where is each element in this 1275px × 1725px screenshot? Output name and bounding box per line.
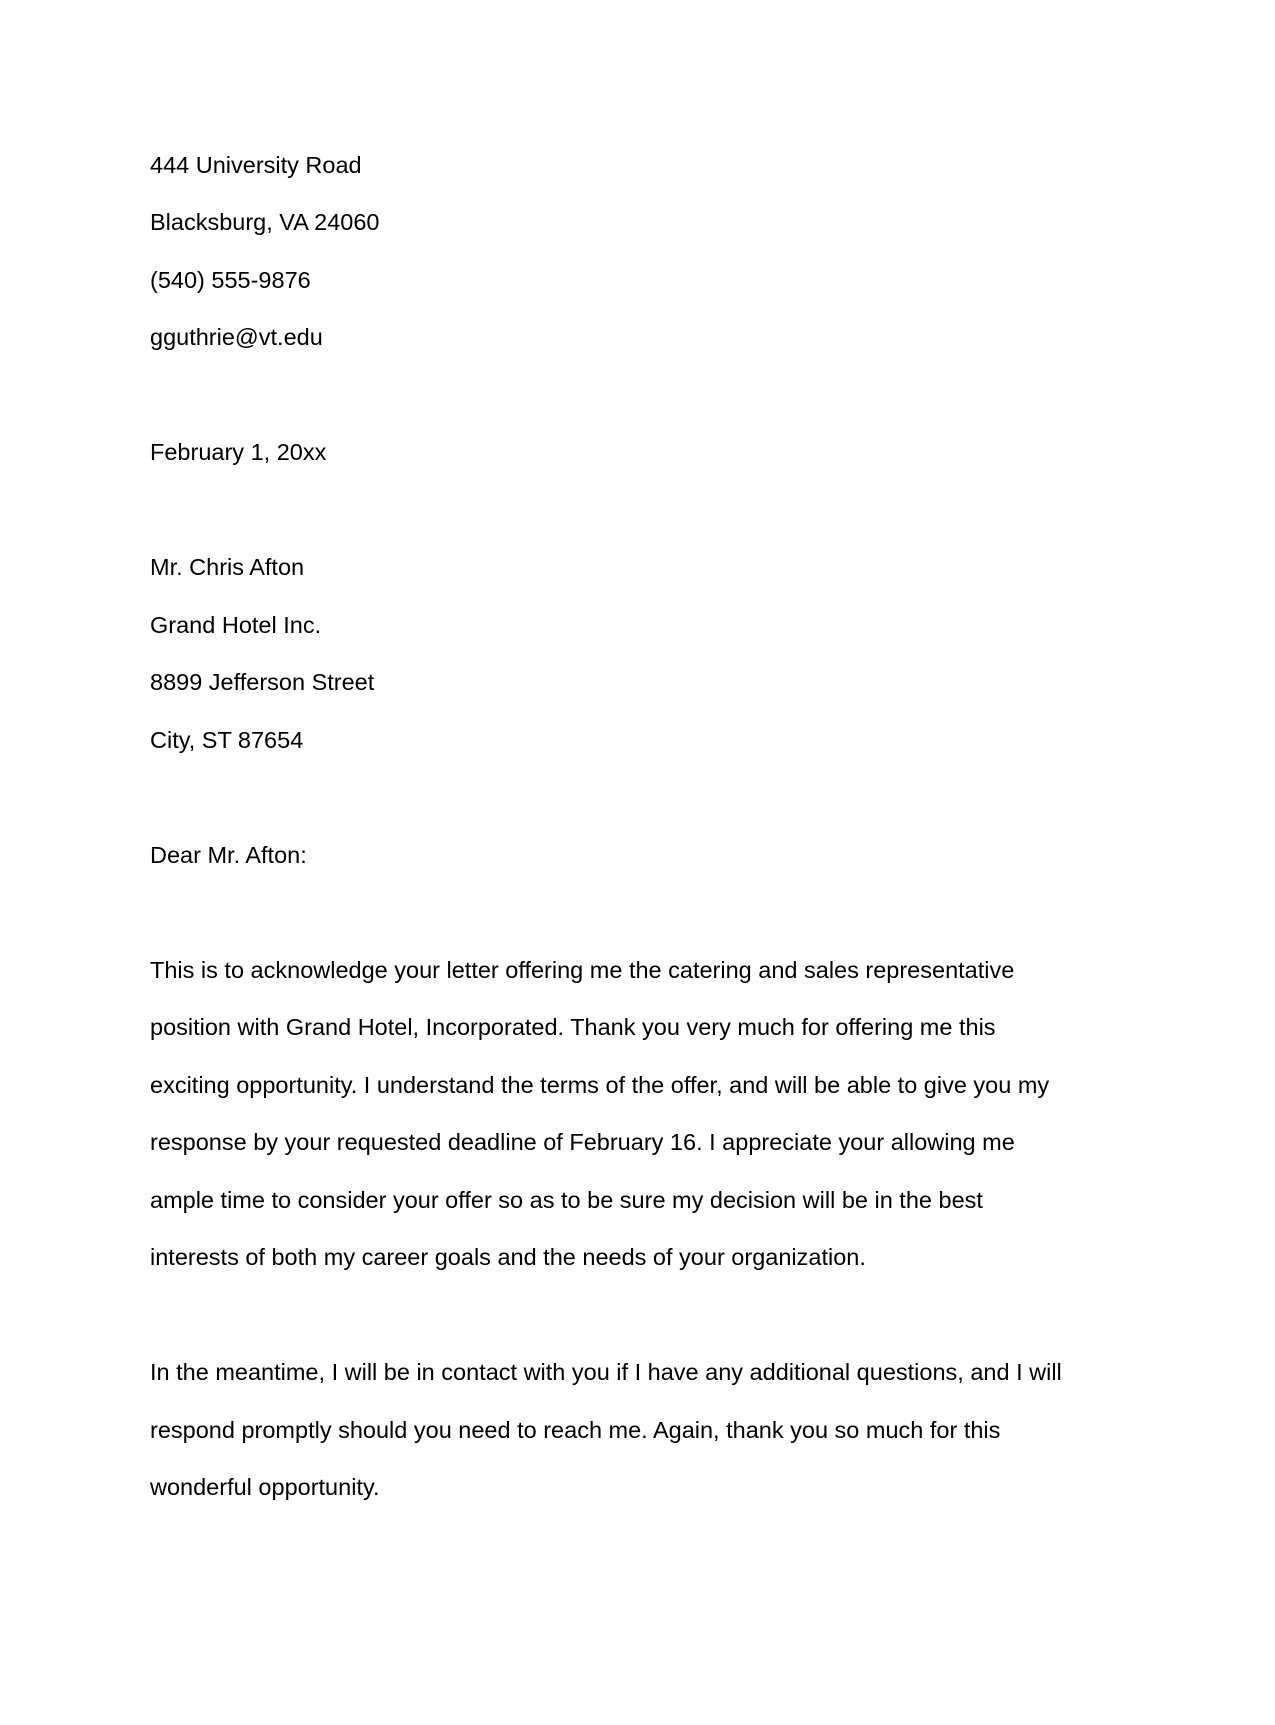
paragraph1-line: exciting opportunity. I understand the terms of the offer, and will be able to give you my <box>150 1072 1050 1098</box>
recipient-company: Grand Hotel Inc. <box>150 612 322 638</box>
recipient-name: Mr. Chris Afton <box>150 554 305 580</box>
sender-city-state-zip: Blacksburg, VA 24060 <box>150 209 380 235</box>
sender-email: gguthrie@vt.edu <box>150 324 323 350</box>
recipient-street: 8899 Jefferson Street <box>150 669 375 695</box>
paragraph2-line: wonderful opportunity. <box>150 1474 380 1500</box>
paragraph1-line: This is to acknowledge your letter offering me the catering and sales representative <box>150 957 1015 983</box>
salutation: Dear Mr. Afton: <box>150 842 307 868</box>
sender-street: 444 University Road <box>150 152 362 178</box>
paragraph1-line: position with Grand Hotel, Incorporated. Thank you very much for offering me this <box>150 1014 996 1040</box>
paragraph1-line: interests of both my career goals and the needs of your organization. <box>150 1244 866 1270</box>
letter-date: February 1, 20xx <box>150 439 327 465</box>
paragraph2-line: respond promptly should you need to reach me. Again, thank you so much for this <box>150 1417 1001 1443</box>
sender-phone: (540) 555-9876 <box>150 267 311 293</box>
paragraph1-line: response by your requested deadline of February 16. I appreciate your allowing me <box>150 1129 1015 1155</box>
recipient-city-state-zip: City, ST 87654 <box>150 727 304 753</box>
paragraph1-line: ample time to consider your offer so as to be sure my decision will be in the best <box>150 1187 983 1213</box>
paragraph2-line: In the meantime, I will be in contact with you if I have any additional questions, and I will <box>150 1359 1062 1385</box>
